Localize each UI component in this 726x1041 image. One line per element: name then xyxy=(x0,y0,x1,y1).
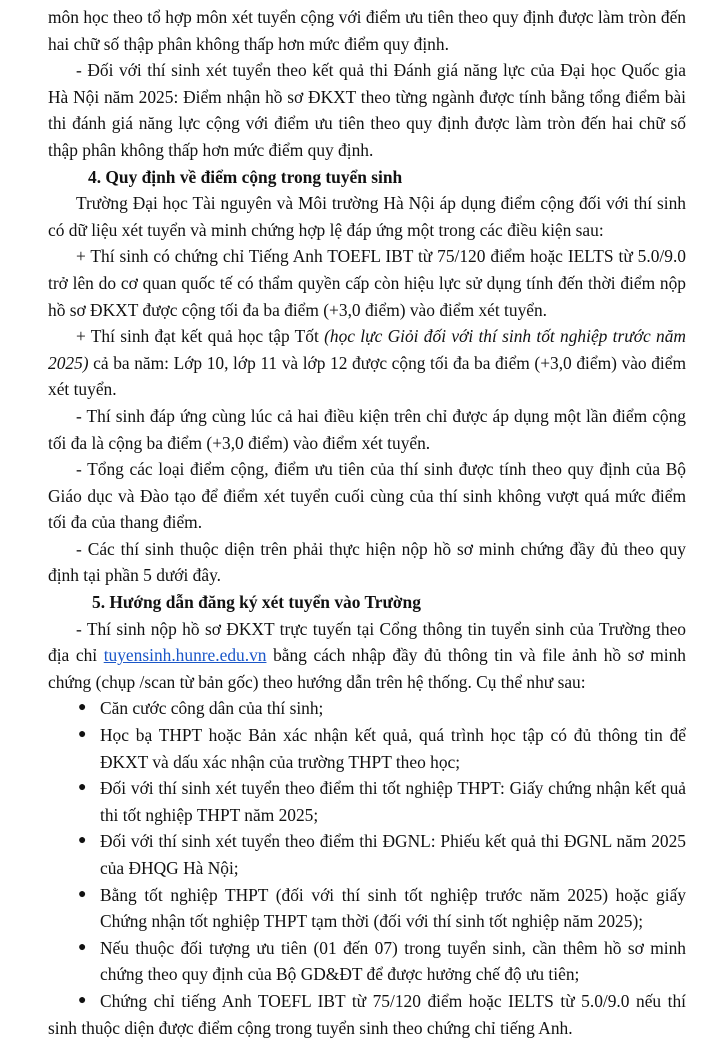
submission-text-b: bằng cách nhập đầy đủ thông tin và file ảnh hồ sơ minh chứng (chụp /scan từ bản gốc) theo hướng dẫn trên hệ thống. Cụ thể như sau: xyxy=(48,645,686,692)
list-item-text: Căn cước công dân của thí sinh; xyxy=(100,698,324,719)
list-item xyxy=(48,775,686,828)
paragraph-english-cert: + Thí sinh có chứng chỉ Tiếng Anh TOEFL IBT từ 75/120 điểm hoặc IELTS từ 5.0/9.0 trở lên do cơ quan quốc tế có thẩm quyền cấp còn hiệu lực sử dụng tính đến thời điểm nộp hồ sơ ĐKXT được cộng tối đa ba điểm (+3,0 điểm) vào điểm xét tuyển. xyxy=(48,246,686,320)
good-results-text-b: cả ba năm: Lớp 10, lớp 11 và lớp 12 được cộng tối đa ba điểm (+3,0 điểm) vào điểm xét tuyển. xyxy=(48,352,686,400)
list-item-text: Bằng tốt nghiệp THPT (đối với thí sinh tốt nghiệp trước năm 2025) hoặc giấy Chứng nhận tốt nghiệp THPT tạm thời (đối với thí sinh tốt nghiệp năm 2025); xyxy=(100,884,686,932)
section-heading-4: 4. Quy định về điểm cộng trong tuyển sinh xyxy=(88,166,403,187)
good-results-italic-note: (học lực Giỏi đối với thí sinh tốt nghiệp trước năm 2025) xyxy=(48,326,686,373)
bullet-icon: ● xyxy=(78,780,87,796)
section-heading-5: 5. Hướng dẫn đăng ký xét tuyển vào Trường xyxy=(92,592,421,613)
bullet-icon: ● xyxy=(78,727,87,743)
list-item-text: Đối với thí sinh xét tuyển theo điểm thi ĐGNL: Phiếu kết quả thi ĐGNL năm 2025 của ĐHQG Hà Nội; xyxy=(100,831,686,878)
bullet-icon: ● xyxy=(78,939,87,955)
paragraph-hanoi-assessment: - Đối với thí sinh xét tuyển theo kết quả thi Đánh giá năng lực của Đại học Quốc gia Hà Nội năm 2025: Điểm nhận hồ sơ ĐKXT theo từng ngành được tính bằng tổng điểm bài thi đánh giá năng lực cộng với điểm ưu tiên theo quy định được làm tròn đến hai chữ số thập phân không thấp hơn mức điểm quy định. xyxy=(48,60,686,160)
list-item xyxy=(48,695,686,722)
list-item xyxy=(48,935,686,988)
bullet-icon: ● xyxy=(78,700,87,716)
list-item-text: Học bạ THPT hoặc Bản xác nhận kết quả, quá trình học tập có đủ thông tin để ĐKXT và dấu xác nhận của trường THPT theo học; xyxy=(100,725,686,772)
paragraph-online-submission xyxy=(48,616,686,696)
paragraph-good-results xyxy=(48,323,686,403)
bullet-icon: ● xyxy=(78,886,87,902)
list-item xyxy=(48,828,686,881)
paragraph-both-conditions: - Thí sinh đáp ứng cùng lúc cả hai điều kiện trên chỉ được áp dụng một lần điểm cộng tối đa là cộng ba điểm (+3,0 điểm) vào điểm xét tuyển. xyxy=(48,405,686,453)
good-results-text-a: + Thí sinh đạt kết quả học tập Tốt xyxy=(76,326,325,347)
bullet-icon: ● xyxy=(78,992,87,1008)
list-item xyxy=(48,882,686,935)
paragraph-evidence: - Các thí sinh thuộc diện trên phải thực hiện nộp hồ sơ minh chứng đầy đủ theo quy định tại phần 5 dưới đây. xyxy=(48,538,686,586)
list-item-text: Chứng chỉ tiếng Anh TOEFL IBT từ 75/120 điểm hoặc IELTS từ 5.0/9.0 nếu thí sinh thuộc diện được điểm cộng trong tuyển sinh theo chứng chỉ tiếng Anh. xyxy=(48,990,686,1038)
paragraph-bonus-intro: Trường Đại học Tài nguyên và Môi trường Hà Nội áp dụng điểm cộng đối với thí sinh có dữ liệu xét tuyển và minh chứng hợp lệ đáp ứng một trong các điều kiện sau: xyxy=(48,193,686,240)
paragraph-total-points: - Tổng các loại điểm cộng, điểm ưu tiên của thí sinh được tính theo quy định của Bộ Giáo dục và Đào tạo để điểm xét tuyển cuối cùng của thí sinh không vượt quá mức điểm tối đa của thang điểm. xyxy=(48,459,686,533)
bullet-icon: ● xyxy=(78,833,87,849)
list-item-text: Đối với thí sinh xét tuyển theo điểm thi tốt nghiệp THPT: Giấy chứng nhận kết quả thi tốt nghiệp THPT năm 2025; xyxy=(100,778,686,825)
list-item xyxy=(48,722,686,775)
list-item xyxy=(48,988,686,1041)
submission-text-a: - Thí sinh nộp hồ sơ ĐKXT trực tuyến tại Cổng thông tin tuyển sinh của Trường theo địa chỉ xyxy=(48,618,686,666)
admissions-portal-link[interactable]: tuyensinh.hunre.edu.vn xyxy=(103,645,267,666)
paragraph-continuation: môn học theo tổ hợp môn xét tuyển cộng với điểm ưu tiên theo quy định được làm tròn đến hai chữ số thập phân không thấp hơn mức điểm quy định. xyxy=(48,7,686,54)
list-item-text: Nếu thuộc đối tượng ưu tiên (01 đến 07) trong tuyển sinh, cần thêm hồ sơ minh chứng theo quy định của Bộ GD&ĐT để được hưởng chế độ ưu tiên; xyxy=(100,937,686,985)
required-documents-list xyxy=(48,695,686,1041)
